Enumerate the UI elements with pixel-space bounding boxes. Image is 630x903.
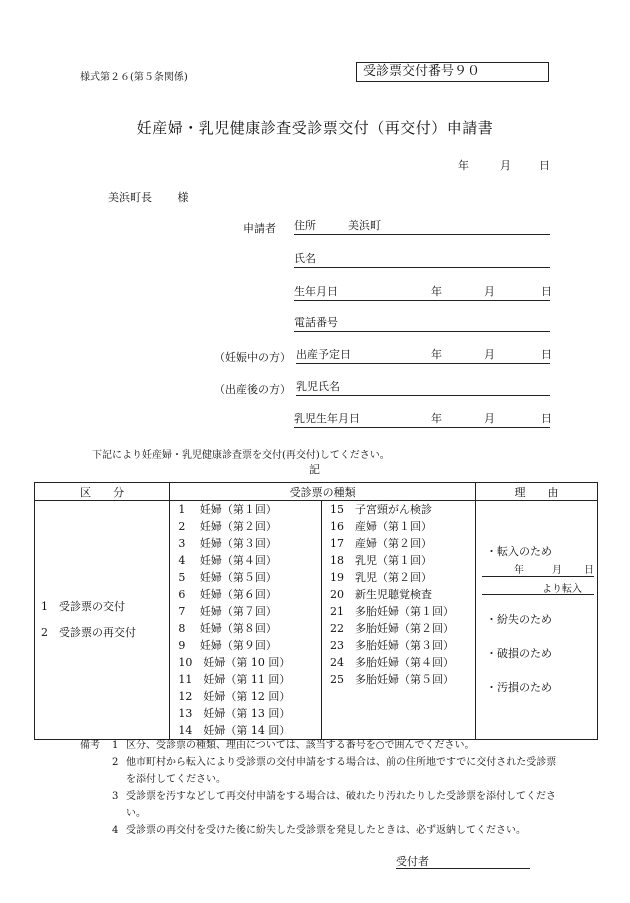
remark-item — [80, 737, 560, 754]
addressee-name: 美浜町長 — [108, 191, 152, 204]
pregnant-note: （妊娠中の方） — [214, 351, 291, 364]
infant-name-label: 乳児氏名 — [296, 380, 340, 393]
reason-soiled[interactable]: ・汚損のため — [485, 681, 552, 694]
type-item-10[interactable]: 10 妊婦（第 10 回） — [178, 656, 291, 669]
type-item-12[interactable]: 12 妊婦（第 12 回） — [178, 690, 291, 703]
type-item-22[interactable]: 22 多胎妊婦（第２回） — [329, 622, 454, 635]
remarks — [80, 737, 560, 839]
type-item-18[interactable]: 18 乳児（第１回） — [329, 554, 432, 567]
infant-birthdate-month: 月 — [484, 412, 495, 425]
intro-text: 下記により妊産婦・乳児健康診査票を交付(再交付)してください。 — [92, 450, 390, 461]
table-body-row — [35, 501, 598, 740]
transfer-from-line — [482, 594, 594, 595]
remark-text: 他市町村から転入により受診票の交付申請をする場合は、前の住所地ですでに交付された受診票を添付してください。 — [126, 757, 557, 785]
address-field[interactable] — [294, 218, 550, 235]
type-item-25[interactable]: 25 多胎妊婦（第５回） — [329, 673, 454, 686]
remark-item — [80, 788, 560, 822]
type-item-19[interactable]: 19 乳児（第２回） — [329, 571, 432, 584]
type-item-20[interactable]: 20 新生児聴覚検査 — [329, 588, 432, 601]
type-item-13[interactable]: 13 妊婦（第 13 回） — [178, 707, 291, 720]
receiver-label: 受付者 — [396, 855, 429, 868]
applicant-label: 申請者 — [243, 222, 276, 235]
application-table — [34, 482, 598, 740]
remark-text: 区分、受診票の種類、理由については、該当する番号を○で囲んでください。 — [126, 740, 475, 751]
type-item-16[interactable]: 16 産婦（第１回） — [329, 520, 432, 533]
reason-damaged[interactable]: ・破損のため — [485, 647, 552, 660]
type-item-9[interactable]: 9 妊婦（第９回） — [178, 639, 277, 652]
type-item-17[interactable]: 17 産婦（第２回） — [329, 537, 432, 550]
type-item-11[interactable]: 11 妊婦（第 11 回） — [178, 673, 291, 686]
remark-number: 1 — [112, 740, 119, 751]
infant-name-field[interactable] — [296, 379, 550, 396]
transfer-month: 月 — [551, 565, 562, 576]
type-item-21[interactable]: 21 多胎妊婦（第１回） — [329, 605, 454, 618]
header-type: 受診票の種類 — [170, 483, 476, 501]
type-item-15[interactable]: 15 子宮頸がん検診 — [329, 503, 432, 516]
remarks-label: 備考 — [80, 740, 100, 751]
name-label: 氏名 — [294, 252, 316, 265]
type-item-7[interactable]: 7 妊婦（第７回） — [178, 605, 277, 618]
date-day: 日 — [539, 159, 550, 172]
type-item-8[interactable]: 8 妊婦（第８回） — [178, 622, 277, 635]
due-date-label: 出産予定日 — [296, 348, 351, 361]
address-value: 美浜町 — [348, 219, 381, 232]
type-item-24[interactable]: 24 多胎妊婦（第４回） — [329, 656, 454, 669]
receiver-field[interactable] — [396, 853, 530, 869]
type-item-1[interactable]: 1 妊婦（第１回） — [178, 503, 277, 516]
due-date-day: 日 — [541, 348, 552, 361]
category-issue[interactable]: 1 受診票の交付 — [41, 600, 125, 613]
transfer-date-line — [482, 576, 594, 577]
remark-text: 受診票を汚すなどして再交付申請をする場合は、破れたり汚れたりした受診票を添付してください。 — [126, 791, 556, 819]
type-item-3[interactable]: 3 妊婦（第３回） — [178, 537, 277, 550]
addressee-honorific: 様 — [177, 191, 189, 204]
remark-text: 受診票の再交付を受けた後に紛失した受診票を発見したときは、必ず返納してください。 — [126, 825, 526, 836]
remark-number: 2 — [112, 757, 119, 768]
remark-item — [80, 822, 560, 839]
due-date-month: 月 — [484, 348, 495, 361]
header-reason: 理 由 — [475, 483, 597, 501]
birthdate-month: 月 — [484, 285, 495, 298]
type-item-4[interactable]: 4 妊婦（第４回） — [178, 554, 277, 567]
due-date-year: 年 — [431, 348, 442, 361]
infant-birthdate-field[interactable] — [294, 411, 550, 428]
birthdate-day: 日 — [541, 285, 552, 298]
address-label: 住所 — [294, 219, 316, 232]
date-year: 年 — [458, 159, 469, 172]
reason-cell — [475, 501, 597, 740]
transfer-from: より転入 — [541, 584, 582, 595]
ticket-number-box: 受診票交付番号９０ — [356, 62, 549, 82]
type-item-2[interactable]: 2 妊婦（第２回） — [178, 520, 277, 533]
types-cell-1 — [170, 501, 322, 740]
reason-transfer[interactable]: ・転入のため — [485, 545, 552, 558]
birthdate-label: 生年月日 — [294, 285, 338, 298]
reason-lost[interactable]: ・紛失のため — [485, 613, 552, 626]
infant-birthdate-day: 日 — [541, 412, 552, 425]
birthdate-year: 年 — [431, 285, 442, 298]
addressee — [108, 189, 189, 205]
transfer-year: 年 — [513, 565, 524, 576]
type-item-14[interactable]: 14 妊婦（第 14 回） — [178, 724, 291, 737]
type-item-23[interactable]: 23 多胎妊婦（第３回） — [329, 639, 454, 652]
infant-birthdate-year: 年 — [431, 412, 442, 425]
type-item-5[interactable]: 5 妊婦（第５回） — [178, 571, 277, 584]
name-field[interactable] — [294, 251, 550, 268]
phone-label: 電話番号 — [294, 316, 338, 329]
ki-label: 記 — [309, 463, 320, 476]
remark-number: 3 — [112, 791, 119, 802]
due-date-field[interactable] — [296, 347, 550, 364]
category-reissue[interactable]: 2 受診票の再交付 — [41, 626, 136, 639]
page-title: 妊産婦・乳児健康診査受診票交付（再交付）申請書 — [136, 119, 494, 137]
remark-item — [80, 754, 560, 788]
birthdate-field[interactable] — [294, 284, 550, 301]
category-cell — [35, 501, 170, 740]
infant-birthdate-label: 乳児生年月日 — [294, 412, 360, 425]
type-item-6[interactable]: 6 妊婦（第６回） — [178, 588, 277, 601]
date-month: 月 — [500, 159, 511, 172]
phone-field[interactable] — [294, 315, 550, 332]
form-number: 様式第２６(第５条関係) — [80, 72, 188, 83]
types-cell-2 — [321, 501, 475, 740]
postpartum-note: （出産後の方） — [214, 383, 291, 396]
table-header-row — [35, 483, 598, 501]
remark-number: 4 — [112, 825, 119, 836]
header-category: 区 分 — [35, 483, 170, 501]
transfer-day: 日 — [583, 565, 594, 576]
